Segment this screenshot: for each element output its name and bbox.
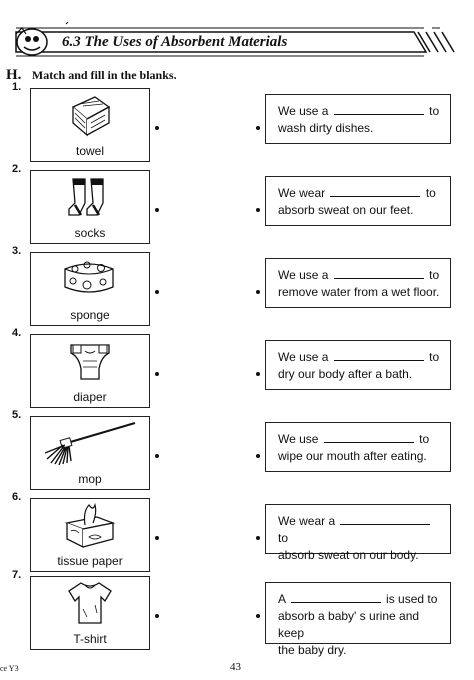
tissue-box-icon bbox=[61, 501, 117, 549]
picture-box bbox=[30, 252, 150, 326]
diaper-icon bbox=[65, 339, 115, 385]
instruction-text: Match and fill in the blanks. bbox=[31, 68, 177, 82]
sentence-middle: absorb a baby' s urine and keep bbox=[278, 609, 420, 640]
sentence-start: We use a bbox=[278, 350, 329, 364]
sentence-end: dry our body after a bath. bbox=[278, 367, 413, 381]
match-dot-left[interactable] bbox=[155, 372, 159, 376]
match-dot-right[interactable] bbox=[256, 208, 260, 212]
sentence-connector: to bbox=[425, 186, 436, 200]
sentence-connector: to bbox=[278, 531, 289, 545]
footer-book-label: ce Y3 bbox=[0, 664, 19, 673]
item-number: 4. bbox=[12, 327, 22, 339]
socks-icon bbox=[65, 175, 115, 221]
page-title: 6.3 The Uses of Absorbent Materials bbox=[62, 34, 288, 50]
sentence-connector: to bbox=[429, 268, 440, 282]
sentence-box bbox=[265, 340, 451, 390]
item-label: tissue paper bbox=[57, 554, 123, 568]
blank-line[interactable] bbox=[324, 431, 414, 443]
sentence-start: We wear a bbox=[278, 514, 336, 528]
sponge-icon bbox=[61, 257, 117, 303]
item-label: mop bbox=[78, 472, 102, 486]
item-number: 5. bbox=[12, 409, 22, 421]
match-dot-right[interactable] bbox=[256, 372, 260, 376]
sentence-box bbox=[265, 422, 451, 472]
match-dot-left[interactable] bbox=[155, 208, 159, 212]
match-row-towel bbox=[0, 81, 474, 164]
sentence-end: remove water from a wet floor. bbox=[278, 285, 440, 299]
match-dot-left[interactable] bbox=[155, 290, 159, 294]
sentence-connector: to bbox=[429, 350, 440, 364]
item-label: socks bbox=[74, 226, 106, 240]
match-dot-left[interactable] bbox=[155, 536, 159, 540]
sentence-connector: to bbox=[419, 432, 430, 446]
match-row-sponge bbox=[0, 245, 474, 328]
sentence-connector: is used to bbox=[386, 592, 438, 606]
sentence-box bbox=[265, 94, 451, 144]
picture-box bbox=[30, 334, 150, 408]
picture-box bbox=[30, 576, 150, 650]
blank-line[interactable] bbox=[334, 349, 424, 361]
tshirt-icon bbox=[65, 579, 115, 627]
picture-box bbox=[30, 88, 150, 162]
match-row-tissue-paper bbox=[0, 491, 474, 574]
match-row-diaper bbox=[0, 327, 474, 410]
item-number: 7. bbox=[12, 569, 22, 581]
sentence-end: wipe our mouth after eating. bbox=[278, 449, 427, 463]
picture-box bbox=[30, 498, 150, 572]
blank-line[interactable] bbox=[334, 267, 424, 279]
page-number: 43 bbox=[230, 661, 241, 673]
sentence-box bbox=[265, 504, 451, 562]
item-label: diaper bbox=[73, 390, 107, 404]
instruction bbox=[6, 66, 177, 84]
item-number: 2. bbox=[12, 163, 22, 175]
sentence-start: We wear bbox=[278, 186, 326, 200]
mop-icon bbox=[43, 419, 139, 467]
sentence-start: We use bbox=[278, 432, 319, 446]
item-number: 1. bbox=[12, 81, 22, 93]
match-dot-left[interactable] bbox=[155, 126, 159, 130]
picture-box bbox=[30, 170, 150, 244]
picture-box bbox=[30, 416, 150, 490]
blank-line[interactable] bbox=[340, 513, 430, 525]
item-number: 6. bbox=[12, 491, 22, 503]
match-dot-right[interactable] bbox=[256, 454, 260, 458]
sentence-box bbox=[265, 582, 451, 657]
section-letter: H. bbox=[6, 67, 22, 83]
sentence-start: A bbox=[278, 592, 286, 606]
match-dot-right[interactable] bbox=[256, 536, 260, 540]
towel-icon bbox=[65, 93, 115, 139]
match-row-mop bbox=[0, 409, 474, 492]
match-dot-right[interactable] bbox=[256, 126, 260, 130]
item-label: T-shirt bbox=[73, 632, 107, 646]
item-number: 3. bbox=[12, 245, 22, 257]
blank-line[interactable] bbox=[330, 185, 420, 197]
sentence-end: absorb sweat on our body. bbox=[278, 548, 419, 562]
blank-line[interactable] bbox=[291, 591, 381, 603]
sentence-start: We use a bbox=[278, 268, 329, 282]
sentence-end: the baby dry. bbox=[278, 643, 347, 657]
sentence-end: wash dirty dishes. bbox=[278, 121, 374, 135]
sentence-box bbox=[265, 258, 451, 308]
item-label: sponge bbox=[70, 308, 110, 322]
match-dot-right[interactable] bbox=[256, 614, 260, 618]
section-header bbox=[6, 22, 458, 60]
match-dot-left[interactable] bbox=[155, 454, 159, 458]
match-row-tshirt bbox=[0, 569, 474, 657]
sentence-connector: to bbox=[429, 104, 440, 118]
match-row-socks bbox=[0, 163, 474, 246]
match-dot-right[interactable] bbox=[256, 290, 260, 294]
item-label: towel bbox=[75, 144, 104, 158]
match-dot-left[interactable] bbox=[155, 614, 159, 618]
sentence-start: We use a bbox=[278, 104, 329, 118]
blank-line[interactable] bbox=[334, 103, 424, 115]
sentence-box bbox=[265, 176, 451, 226]
sentence-end: absorb sweat on our feet. bbox=[278, 203, 414, 217]
